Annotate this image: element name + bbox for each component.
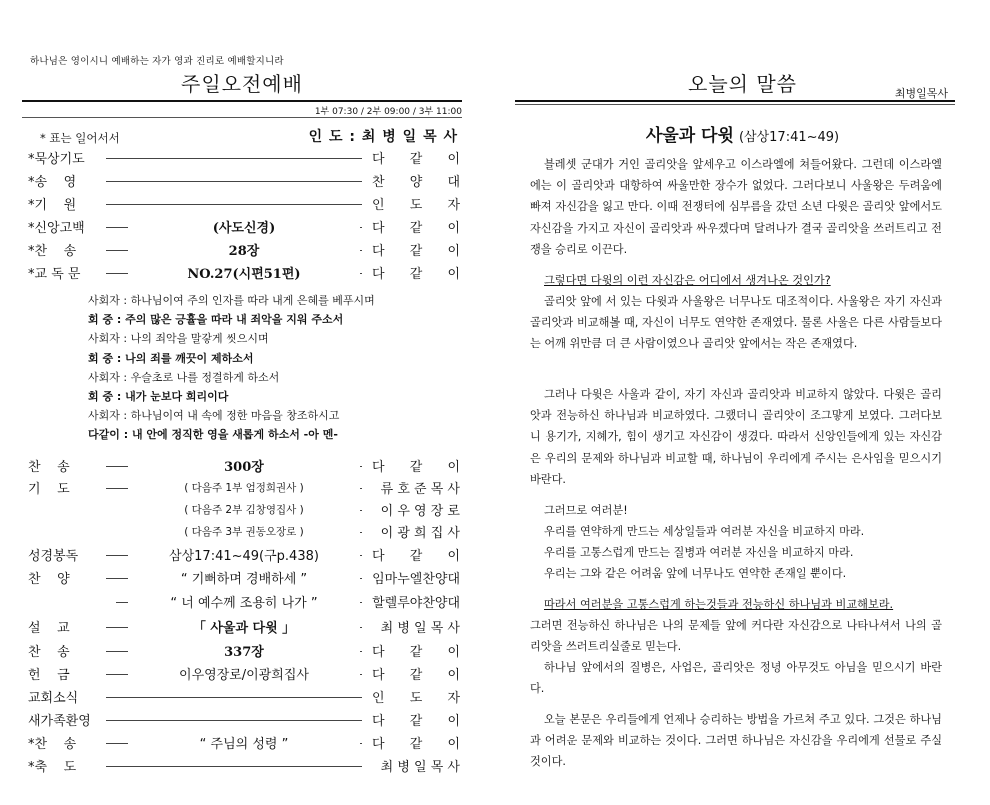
- order-item-detail: 「 사울과 다윗 」: [128, 617, 360, 636]
- order-item-detail: 삼상17:41~49(구p.438): [128, 545, 360, 564]
- order-item-detail: “ 주님의 성령 ”: [128, 733, 360, 752]
- order-item: [28, 710, 460, 730]
- service-title: 주일오전예배: [181, 72, 303, 96]
- order-item: [28, 568, 460, 588]
- order-item-label: *신앙고백: [28, 221, 85, 236]
- order-item: [28, 194, 460, 214]
- paragraph: 블레셋 군대가 거인 골리앗을 앞세우고 이스라엘에 쳐들어왔다. 그런데 이스라엘에는 이 골리앗과 대항하여 싸울만한 장수가 없었다. 그러다보니 사울왕은 두려움에 빠져 자신감을 잃고 만다. 이때 전쟁터에 심부름을 갔던 소년 다윗은 골리앗 앞에서도 자신감을 가지고 자신이 골리앗과 싸우겠다며 달려나가 결국 골리앗을 쓰러트리고 전쟁을 승리로 이끈다.: [530, 158, 942, 256]
- worship-leader: 인 도 : 최 병 일 목 사: [308, 129, 458, 145]
- motto: 하나님은 영이시니 예배하는 자가 영과 진리로 예배할지니라: [30, 56, 284, 67]
- responsive-text: 우슬초로 나를 정결하게 하소서: [130, 370, 280, 384]
- responsive-speaker: 다같이 :: [88, 428, 132, 442]
- sermon-reference: (삼상17:41~49): [738, 130, 840, 145]
- order-item-label: 새가족환영: [28, 714, 91, 729]
- order-item-leader: [372, 733, 460, 752]
- order-item: [28, 240, 460, 260]
- order-item: [28, 456, 460, 476]
- question: [530, 270, 942, 291]
- leader-char: 다: [372, 244, 385, 259]
- paragraph: 오늘 본문은 우리들에게 언제나 승리하는 방법을 가르쳐 주고 있다. 그것은 하나님과 어려운 문제와 비교하는 것이다. 그러면 하나님은 자신감을 우리에게 선물로 주실 것이다.: [530, 713, 942, 769]
- order-item-label: 찬 송: [28, 460, 70, 475]
- standing-note: * 표는 일어서서: [40, 131, 120, 145]
- leader-char: 같: [409, 221, 423, 236]
- responsive-line: [88, 388, 228, 404]
- order-item-label: *교 독 문: [28, 267, 81, 282]
- leader-char: 다: [372, 221, 385, 236]
- order-item: [28, 664, 460, 684]
- responsive-speaker: 회 중 :: [88, 351, 126, 365]
- leader-char: 같: [409, 645, 423, 660]
- order-item: [28, 500, 460, 520]
- responsive-line: [88, 311, 343, 327]
- order-item: [28, 148, 460, 168]
- leader-char: 같: [409, 549, 423, 564]
- order-item: [28, 641, 460, 661]
- page-title: 오늘의 말씀: [688, 72, 797, 96]
- order-item-detail: 이우영장로/이광희집사: [128, 664, 360, 683]
- responsive-speaker: 회 중 :: [88, 390, 126, 403]
- order-item: [28, 217, 460, 237]
- divider: [22, 117, 462, 118]
- leader-char: 다: [372, 714, 385, 729]
- question: [530, 594, 942, 615]
- leader-char: 찬: [372, 175, 385, 190]
- order-item-leader: [372, 240, 460, 259]
- order-item-detail: 28장: [128, 240, 360, 259]
- order-item: [28, 617, 460, 637]
- responsive-text: 주의 많은 긍휼을 따라 내 죄악을 지워 주소서: [125, 313, 344, 327]
- order-item: [28, 545, 460, 565]
- order-item-leader: [372, 641, 460, 660]
- order-item-label: 헌 금: [28, 668, 70, 683]
- responsive-text: 나의 죄를 깨끗이 제하소서: [125, 351, 254, 365]
- question-text: 그렇다면 다윗의 이런 자신감은 어디에서 생겨나온 것인가?: [544, 274, 831, 287]
- order-item-leader: [372, 263, 460, 282]
- question-text: 따라서 여러분을 고통스럽게 하는것들과 전능하신 하나님과 비교해보라.: [544, 598, 894, 611]
- order-item-label: *송 영: [28, 175, 77, 190]
- leader-char: 이: [447, 267, 460, 282]
- leader-char: 자: [447, 691, 460, 706]
- leader-char: 이: [447, 549, 460, 564]
- sermon-heading: [495, 121, 990, 146]
- order-item-leader: [372, 545, 460, 564]
- paragraph: 골리앗 앞에 서 있는 다윗과 사울왕은 너무나도 대조적이다. 사울왕은 자기 자신과 골리앗과 비교해볼 때, 자신이 너무도 연약한 존재였다. 물론 사울은 다른 사람들보다는 어깨 위만큼 더 큰 사람이였으나 골리앗 앞에서는 작은 존재였다.: [530, 295, 942, 351]
- leader-char: 같: [409, 152, 423, 167]
- order-of-worship-page: [0, 0, 480, 805]
- responsive-line: [88, 292, 375, 308]
- order-item-label: 기 도: [28, 482, 70, 497]
- order-item-leader: 최 병 일 목 사: [380, 621, 460, 636]
- leader-char: 같: [409, 668, 423, 683]
- order-item-detail: “ 너 예수께 조용히 나가 ”: [128, 592, 360, 611]
- paragraph: 그러므로 여러분!: [544, 504, 628, 517]
- order-item-leader: 할렐루야찬양대: [372, 596, 460, 611]
- order-item-label: *기 원: [28, 198, 77, 213]
- order-item: [28, 592, 460, 612]
- order-item-leader: [372, 710, 460, 729]
- leader-char: 이: [447, 714, 460, 729]
- responsive-speaker: 사회자 :: [88, 409, 131, 423]
- order-item-detail: ( 다음주 3부 권동오장로 ): [128, 524, 360, 539]
- order-item-label: 설 교: [28, 621, 70, 636]
- order-item-label: *찬 송: [28, 244, 77, 259]
- responsive-text: 나의 죄악을 말갛게 씻으시며: [130, 332, 269, 346]
- order-item-leader: [372, 687, 460, 706]
- order-item: [28, 733, 460, 753]
- order-item-leader: 이 우 영 장 로: [380, 504, 460, 519]
- leader-char: 도: [409, 198, 423, 213]
- order-item-leader: [372, 148, 460, 167]
- order-item-leader: [372, 664, 460, 683]
- divider: [22, 100, 462, 102]
- order-item-leader: [372, 194, 460, 213]
- leader-char: 다: [372, 645, 385, 660]
- order-item-label: 찬 송: [28, 645, 70, 660]
- leader-char: 이: [447, 221, 460, 236]
- leader-char: 다: [372, 668, 385, 683]
- order-item-label: 성경봉독: [28, 549, 79, 564]
- paragraph: 우리는 그와 같은 어려움 앞에 너무나도 연약한 존재일 뿐이다.: [544, 567, 847, 580]
- leader-char: 다: [372, 460, 385, 475]
- leader-char: 대: [447, 175, 460, 190]
- responsive-speaker: 사회자 :: [88, 370, 131, 384]
- order-item-leader: 최 병 일 목 사: [380, 760, 460, 775]
- order-item-leader: 류 호 준 목 사: [380, 482, 460, 497]
- responsive-speaker: 사회자 :: [88, 294, 131, 307]
- order-item-label: *묵상기도: [28, 152, 85, 167]
- leader-char: 이: [447, 244, 460, 259]
- leader-char: 양: [409, 175, 423, 190]
- responsive-line: [88, 330, 269, 346]
- leader-line: [106, 766, 362, 767]
- responsive-line: [88, 369, 279, 385]
- responsive-text: 내 안에 정직한 영을 새롭게 하소서 -아 멘-: [131, 428, 338, 442]
- paragraph: 그러나 다윗은 사울과 같이, 자기 자신과 골리앗과 비교하지 않았다. 다윗은 골리앗과 전능하신 하나님과 비교하였다. 그랬더니 골리앗이 조그맣게 보였다. 그러다보니 용기가, 지혜가, 힘이 생기고 자신감이 생겼다. 따라서 신앙인들에게 있는 자신감은 우리의 문제와 하나님과 비교할 때, 하나님이 우리에게 주시는 은사임을 믿으시기 바란다.: [530, 388, 942, 486]
- paragraph: 그러면 전능하신 하나님은 나의 문제들 앞에 커다란 자신감으로 나타나셔서 나의 골리앗을 쓰러트리실줄로 믿는다.: [530, 619, 942, 654]
- order-item-leader: [372, 456, 460, 475]
- order-item-detail: 337장: [128, 641, 360, 660]
- leader-char: 다: [372, 549, 385, 564]
- leader-line: [106, 204, 362, 205]
- responsive-text: 내가 눈보다 희리이다: [125, 390, 229, 403]
- leader-char: 같: [409, 244, 423, 259]
- leader-char: 다: [372, 267, 385, 282]
- order-item-leader: 이 광 희 집 사: [380, 526, 460, 541]
- responsive-text: 하나님이여 내 속에 정한 마음을 창조하시고: [130, 409, 340, 423]
- divider: [515, 100, 955, 102]
- leader-char: 다: [372, 737, 385, 752]
- leader-char: 같: [409, 267, 423, 282]
- order-item: [28, 263, 460, 283]
- order-item: [28, 478, 460, 498]
- order-item: [28, 687, 460, 707]
- order-item-detail: (사도신경): [128, 217, 360, 236]
- responsive-speaker: 사회자 :: [88, 332, 131, 346]
- leader-char: 도: [409, 691, 423, 706]
- responsive-text: 하나님이여 주의 인자를 따라 내게 은혜를 베푸시며: [130, 294, 375, 307]
- leader-line: [106, 697, 362, 698]
- order-item-leader: 임마누엘찬양대: [372, 572, 460, 587]
- leader-char: 이: [447, 460, 460, 475]
- order-item-label: *축 도: [28, 760, 77, 775]
- service-times: 1부 07:30 / 2부 09:00 / 3부 11:00: [314, 107, 462, 117]
- leader-char: 같: [409, 714, 423, 729]
- responsive-line: [88, 426, 338, 442]
- order-item-label: 찬 양: [28, 572, 70, 587]
- divider: [515, 104, 955, 105]
- leader-char: 이: [447, 645, 460, 660]
- responsive-line: [88, 350, 254, 366]
- order-item-detail: NO.27(시편51편): [128, 263, 360, 282]
- leader-char: 같: [409, 737, 423, 752]
- leader-char: 이: [447, 152, 460, 167]
- order-item-detail: ( 다음주 2부 김창영집사 ): [128, 502, 360, 517]
- responsive-speaker: 회 중 :: [88, 313, 126, 327]
- leader-char: 다: [372, 152, 385, 167]
- order-item: [28, 756, 460, 776]
- pastor-name: 최병일목사: [894, 87, 948, 100]
- order-item: [28, 171, 460, 191]
- leader-char: 자: [447, 198, 460, 213]
- paragraph: 우리를 연약하게 만드는 세상일들과 여러분 자신을 비교하지 마라.: [544, 525, 865, 538]
- paragraph: 우리를 고통스럽게 만드는 질병과 여러분 자신을 비교하지 마라.: [544, 546, 854, 559]
- leader-line: [106, 181, 362, 182]
- sermon-title: 사울과 다윗: [645, 126, 734, 146]
- leader-char: 인: [372, 691, 385, 706]
- order-item-leader: [372, 171, 460, 190]
- leader-char: 이: [447, 737, 460, 752]
- order-item-label: 교회소식: [28, 691, 79, 706]
- paragraph: 하나님 앞에서의 질병은, 사업은, 골리앗은 정녕 아무것도 아님을 믿으시기 바란다.: [530, 661, 942, 696]
- responsive-line: [88, 407, 339, 423]
- order-item-detail: ( 다음주 1부 엄정희권사 ): [128, 480, 360, 495]
- leader-line: [106, 158, 362, 159]
- leader-char: 이: [447, 668, 460, 683]
- todays-word-page: [495, 0, 990, 805]
- order-item-leader: [372, 217, 460, 236]
- leader-char: 같: [409, 460, 423, 475]
- leader-line: [106, 720, 362, 721]
- leader-char: 인: [372, 198, 385, 213]
- order-item-detail: 300장: [128, 456, 360, 475]
- order-item-detail: “ 기뻐하며 경배하세 ”: [128, 568, 360, 587]
- order-item-label: *찬 송: [28, 737, 77, 752]
- order-item: [28, 522, 460, 542]
